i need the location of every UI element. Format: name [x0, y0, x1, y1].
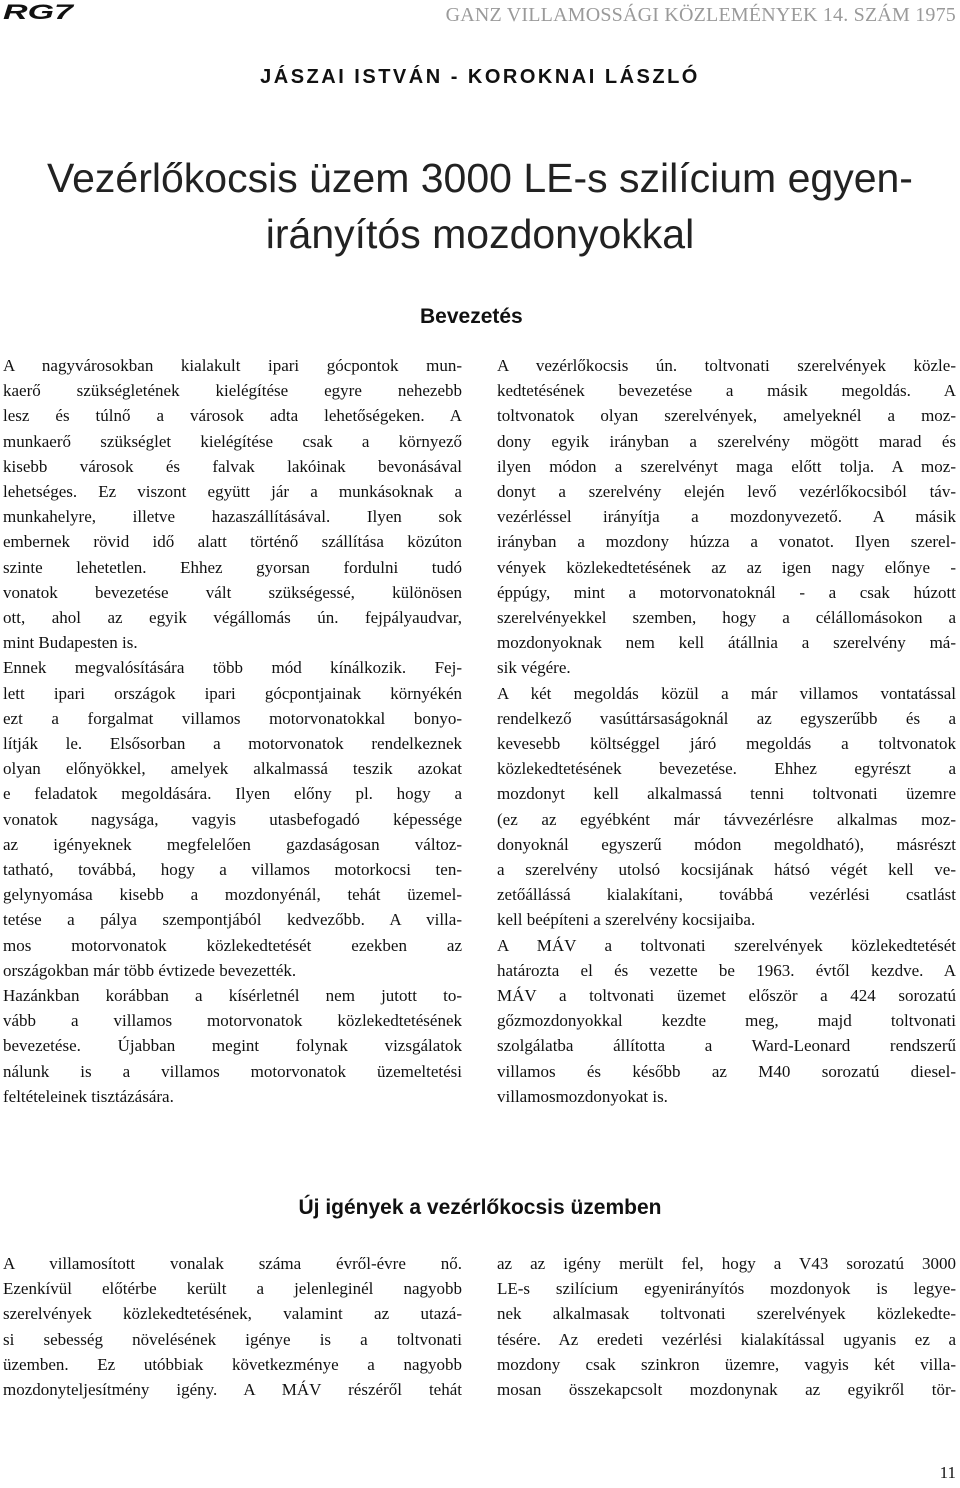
text-line: toltvonatok olyan szerelvények, amelyeknél a moz-	[497, 406, 956, 426]
text-line: nálunk is a villamos motorvonatok üzemeltetési	[3, 1061, 462, 1081]
text-line: vább a villamos motorvonatok közlekedtetésének	[3, 1011, 462, 1031]
text-line: vonatok nagysága, vagyis utasbefogadó képessége	[3, 809, 462, 829]
text-line: A két megoldás közül a már villamos vontatással	[497, 683, 956, 703]
text-line: gőzmozdonyokkal kezdte meg, majd toltvonati	[497, 1011, 956, 1031]
text-line: donyt a szerelvény elején levő vezérlőkocsiból táv-	[497, 482, 956, 502]
text-line: irányban a mozdony húzza a vonatot. Ilyen szerel-	[497, 532, 956, 552]
text-line: vezérléssel irányítja a mozdonyvezető. A másik	[497, 507, 956, 527]
article-title	[0, 150, 960, 262]
paragraph	[497, 353, 956, 681]
text-line: Ezenkívül előtérbe került a jelenleginél nagyobb	[3, 1279, 462, 1299]
text-column-left	[3, 353, 462, 1109]
text-line: munkaerő szükséglet kielégítése csak a környező	[3, 431, 462, 451]
text-line: rendelkező vasúttársaságoknál az egyszerűbb és a	[497, 708, 956, 728]
text-line: e feladatok megoldására. Ilyen előny pl. hogy a	[3, 784, 462, 804]
text-line: ott, ahol az egyik végállomás ún. fejpályaudvar,	[3, 608, 462, 628]
text-line: vonatok bevezetése vált szükségessé, különösen	[3, 582, 462, 602]
paragraph	[497, 1251, 956, 1402]
journal-title: GANZ VILLAMOSSÁGI KÖZLEMÉNYEK 14. SZÁM 1975	[445, 4, 956, 26]
text-line: zetőállássá kialakítani, továbbá vezérlési csatlást	[497, 885, 956, 905]
text-line: az az igény merült fel, hogy a V43 sorozatú 3000	[497, 1254, 956, 1273]
title-line: irányítós mozdonyokkal	[265, 211, 695, 257]
paragraph	[3, 655, 462, 983]
text-line: az igényeknek megfelelően gazdaságosan változ-	[3, 834, 462, 854]
text-line: munkahelyre, illetve hazaszállításával. Ilyen sok	[3, 507, 462, 527]
text-line: üzemben. Ez utóbbiak következménye a nagyobb	[3, 1354, 462, 1374]
text-line: ilyen módon a szerelvényt maga előtt tolja. A moz-	[497, 456, 956, 476]
text-line: villamos és később az M40 sorozatú diesel-	[497, 1061, 956, 1081]
paragraph	[3, 1251, 462, 1402]
text-line: szerelvények közlekedtetésének, valamint az utazá-	[3, 1304, 462, 1324]
text-line: A MÁV a toltvonati szerelvények közlekedtetését	[497, 935, 956, 955]
text-line: a szerelvény utolsó kocsijának hátsó végét kell ve-	[497, 860, 956, 880]
text-column-left-lower	[3, 1251, 462, 1402]
text-line: lett ipari országok ipari gócpontjainak környékén	[3, 683, 462, 703]
text-line: mint Budapesten is.	[3, 633, 138, 653]
text-line: A vezérlőkocsis ún. toltvonati szerelvények közle-	[497, 356, 956, 375]
title-line: Vezérlőkocsis üzem 3000 LE-s szilícium egyen-	[47, 155, 913, 201]
page-header	[0, 0, 960, 34]
authors: JÁSZAI ISTVÁN - KOROKNAI LÁSZLÓ	[260, 66, 700, 88]
text-line: kaerő szükségletének kielégítése egyre nehezebb	[3, 381, 462, 401]
text-line: donyoknál egyszerű módon megoldható), másrészt	[497, 834, 956, 854]
text-line: lesz és túlnő a városok adta lehetőségeken. A	[3, 406, 462, 426]
text-line: kell beépíteni a szerelvény kocsijaiba.	[497, 910, 756, 930]
paragraph	[497, 933, 956, 1109]
text-line: dony egyik irányban a szerelvény mögött marad és	[497, 431, 956, 451]
text-line: közlekedtetésének bevezetése. Ehhez egyrészt a	[497, 759, 956, 779]
text-line: vények közlekedtetésének az az igen nagy előnye -	[497, 557, 956, 577]
text-line: szinte lehetetlen. Ehhez gyorsan fordulni tudó	[3, 557, 462, 577]
text-line: si sebesség növelésének igénye is a toltvonati	[3, 1329, 462, 1349]
text-line: lehetséges. Ez viszont együtt jár a munkásoknak a	[3, 482, 462, 502]
paragraph	[3, 983, 462, 1109]
text-line: feltételeinek tisztázására.	[3, 1086, 174, 1106]
text-line: olyan előnyökkel, amelyek alkalmassá teszik azokat	[3, 759, 462, 779]
text-line: nek alkalmasak toltvonati szerelvények közlekedte-	[497, 1304, 956, 1324]
text-line: kevesebb költséggel járó megoldás a toltvonatok	[497, 734, 956, 754]
page-number: 11	[939, 1463, 956, 1482]
section-heading-intro: Bevezetés	[420, 305, 523, 328]
text-line: villamosmozdonyokat is.	[497, 1086, 668, 1106]
text-line: mozdonyoknak nem kell átállnia a szerelvény má-	[497, 633, 956, 653]
text-line: MÁV a toltvonati üzemet először a 424 sorozatú	[497, 986, 956, 1006]
text-line: határozta el és vezette be 1963. évtől kezdve. A	[497, 960, 956, 980]
text-line: A nagyvárosokban kialakult ipari gócpontok mun-	[3, 356, 462, 375]
text-column-right-lower	[497, 1251, 956, 1402]
text-line: (ez az egyébként már távvezérlésre alkalmas moz-	[497, 809, 956, 829]
text-line: tetése a pálya szempontjából kedvezőbb. A villa-	[3, 910, 462, 930]
text-line: gelynyomása kisebb a mozdonyénál, tehát üzemel-	[3, 885, 462, 905]
section-heading-new-demands: Új igények a vezérlőkocsis üzemben	[298, 1196, 662, 1219]
text-line: mos motorvonatok közlekedtetését ezekben az	[3, 935, 462, 955]
text-line: mozdony csak szinkron üzemre, vagyis két villa-	[497, 1354, 956, 1374]
text-line: szolgálatba állította a Ward-Leonard rendszerű	[497, 1036, 956, 1056]
paragraph	[3, 353, 462, 655]
journal-logo	[3, 2, 75, 22]
text-line: mozdonyteljesítmény igény. A MÁV részéről tehát	[3, 1380, 462, 1400]
text-line: kisebb városok és falvak lakóinak bevonásával	[3, 456, 462, 476]
text-line: éppúgy, mint a motorvonatoknál - a csak húzott	[497, 582, 956, 602]
text-line: LE-s szilícium egyenirányítós mozdonyok is legye-	[497, 1279, 956, 1299]
text-line: tésére. Az eredeti vezérlési kialakítással ugyanis ez a	[497, 1329, 956, 1349]
text-column-right	[497, 353, 956, 1109]
text-line: mosan összekapcsolt mozdonynak az egyikről tör-	[497, 1380, 956, 1400]
text-line: lítják le. Elsősorban a motorvonatok rendelkeznek	[3, 734, 462, 754]
logo-text: RG7	[3, 2, 75, 22]
text-line: sik végére.	[497, 658, 571, 678]
text-line: ezt a forgalmat villamos motorvonatokkal bonyo-	[3, 708, 462, 728]
text-line: kedtetésének bevezetése a másik megoldás. A	[497, 381, 956, 401]
text-line: mozdonyt kell alkalmassá tenni toltvonati üzemre	[497, 784, 956, 804]
text-line: országokban már több évtizede bevezették.	[3, 960, 297, 980]
text-line: bevezetése. Újabban megint folynak vizsgálatok	[3, 1036, 462, 1056]
text-line: Hazánkban korábban a kísérletnél nem jutott to-	[3, 986, 462, 1006]
paragraph	[497, 681, 956, 933]
text-line: tatható, továbbá, hogy a villamos motorkocsi ten-	[3, 860, 462, 880]
text-line: A villamosított vonalak száma évről-évre nő.	[3, 1254, 462, 1273]
text-line: szerelvényekkel szemben, hogy a célállomásokon a	[497, 608, 956, 628]
text-line: embernek rövid idő alatt történő szállítása közúton	[3, 532, 462, 552]
text-line: Ennek megvalósítására több mód kínálkozik. Fej-	[3, 658, 462, 678]
